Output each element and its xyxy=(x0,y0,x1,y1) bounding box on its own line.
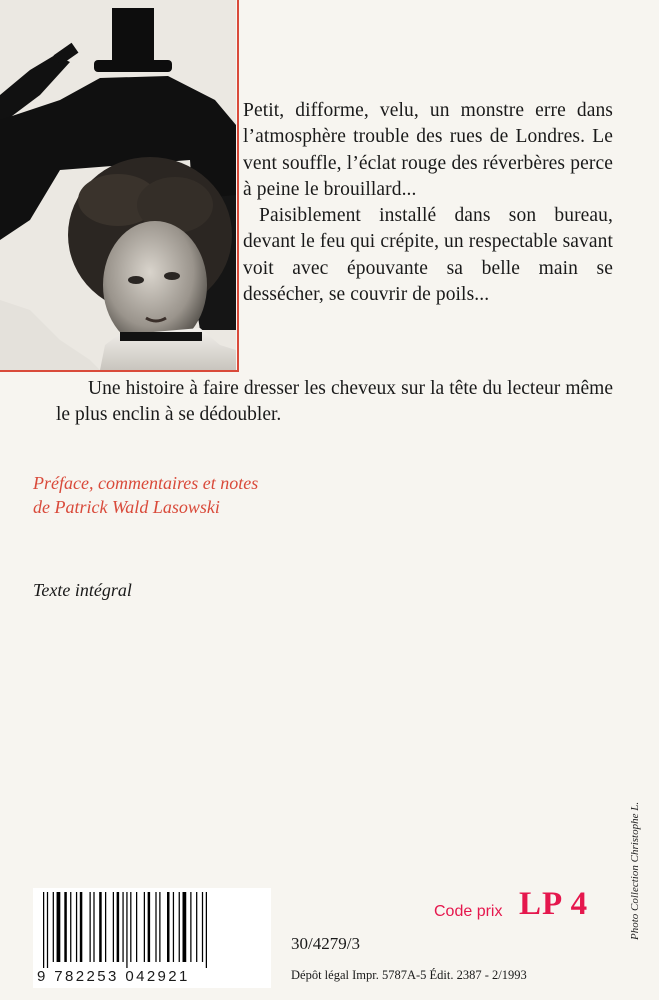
barcode-bar xyxy=(190,892,191,962)
barcode-bar xyxy=(80,892,83,962)
blurb-column xyxy=(243,98,613,308)
barcode-bar xyxy=(159,892,160,962)
barcode-bar xyxy=(105,892,106,962)
price-code-label: Code prix xyxy=(434,903,503,920)
barcode-bar xyxy=(155,892,156,962)
barcode-bar xyxy=(76,892,77,962)
barcode-bar xyxy=(57,892,61,962)
barcode-bar xyxy=(53,892,54,962)
barcode-bar xyxy=(148,892,151,962)
preface-line-2: de Patrick Wald Lasowski xyxy=(33,497,220,517)
barcode-bar xyxy=(206,892,207,968)
barcode-bar xyxy=(93,892,94,962)
barcode-bar xyxy=(202,892,203,962)
barcode-bar xyxy=(196,892,197,962)
barcode-bar xyxy=(126,892,127,968)
reference-number: 30/4279/3 xyxy=(291,934,360,953)
barcode-bar xyxy=(173,892,174,962)
barcode-digits: 9 782253 042921 xyxy=(37,968,190,985)
edition-note: Texte intégral xyxy=(33,580,132,600)
blurb-paragraph-2: Paisiblement installé dans son bureau, devant le feu qui crépite, un respectable savant voit avec épouvante sa belle main se dessécher, se couvrir de poils... xyxy=(243,205,613,306)
barcode-bar xyxy=(136,892,137,962)
price-code-value: LP 4 xyxy=(519,886,589,922)
cover-photo xyxy=(0,0,236,370)
barcode-bar xyxy=(43,892,44,968)
preface-line-1: Préface, commentaires et notes xyxy=(33,473,259,493)
preface-credit xyxy=(33,471,433,519)
barcode xyxy=(33,888,271,988)
blurb-paragraph-1: Petit, difforme, velu, un monstre erre dans l’atmosphère trouble des rues de Londres. Le vent souffle, l’éclat rouge des réverbères perce à peine le brouillard... xyxy=(243,100,613,200)
barcode-bar xyxy=(64,892,67,962)
barcode-bar xyxy=(130,892,131,962)
barcode-bar xyxy=(183,892,187,962)
barcode-bar xyxy=(47,892,48,968)
barcode-bar xyxy=(90,892,91,962)
photo-credit: Photo Collection Christophe L. xyxy=(629,801,641,940)
photo-frame-right xyxy=(237,0,239,372)
legal-deposit: Dépôt légal Impr. 5787A-5 Édit. 2387 - 2/1993 xyxy=(291,968,527,982)
barcode-bars xyxy=(43,892,261,968)
photo-frame-bottom xyxy=(0,370,239,372)
barcode-bar xyxy=(144,892,145,962)
barcode-bar xyxy=(70,892,71,962)
blurb-paragraph-3: Une histoire à faire dresser les cheveux sur la tête du lecteur même le plus enclin à se dédoubler. xyxy=(56,378,613,426)
barcode-bar xyxy=(179,892,180,962)
barcode-bar xyxy=(99,892,102,962)
barcode-bar xyxy=(167,892,170,962)
barcode-bar xyxy=(122,892,123,962)
barcode-bar xyxy=(117,892,120,962)
barcode-bar xyxy=(113,892,114,962)
